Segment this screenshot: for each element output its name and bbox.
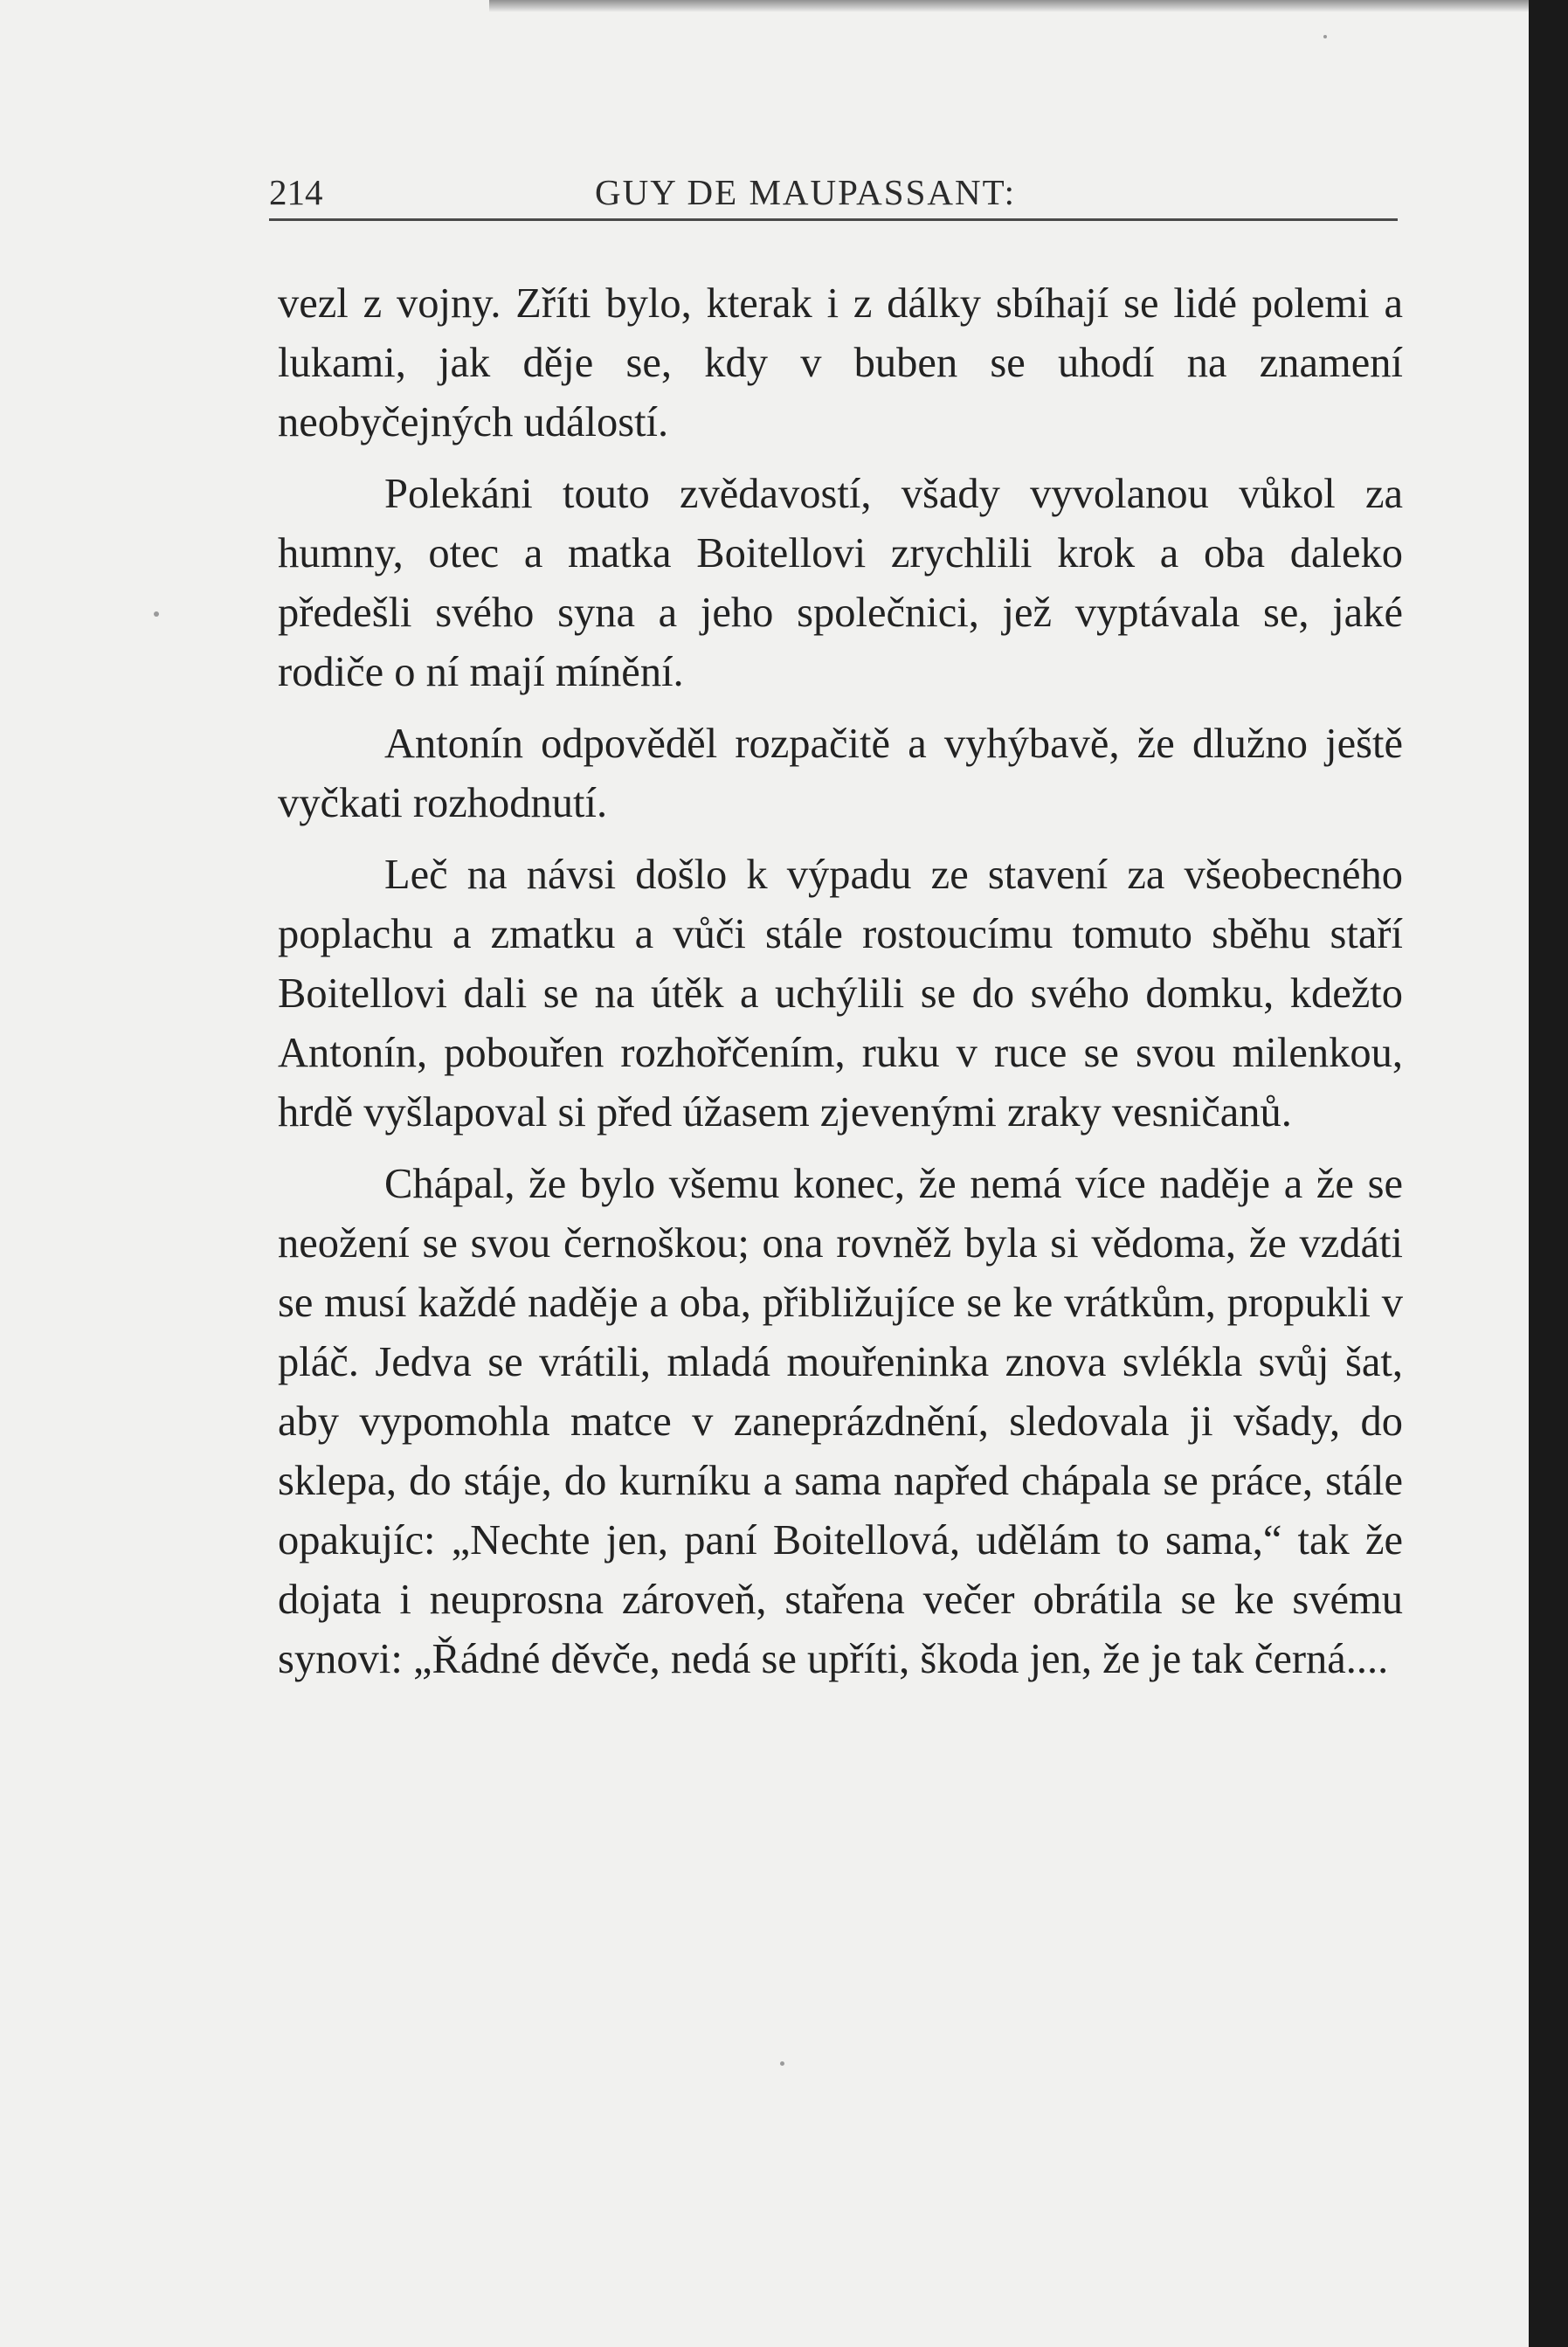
scan-top-edge (489, 0, 1529, 12)
body-text (278, 274, 1403, 1702)
paragraph: vezl z vojny. Zříti bylo, kterak i z dálky sbíhají se lidé polemi a lukami, jak děje se, kdy v buben se uhodí na znamení neobyčejných událostí. (278, 280, 1403, 445)
paper-speck (154, 611, 159, 617)
paragraph: Antonín odpověděl rozpačitě a vyhýbavě, že dlužno ještě vyčkati rozhodnutí. (278, 721, 1403, 826)
paragraph: Leč na návsi došlo k výpadu ze stavení za všeobecného poplachu a zmatku a vůči stále rostoucímu tomuto sběhu staří Boitellovi dali se na útěk a uchýlili se do svého domku, kdežto Antonín, pobouřen rozhořčením, ruku v ruce se svou milenkou, hrdě vyšlapoval si před úžasem zjevenými zraky vesničanů. (278, 852, 1403, 1136)
page-header (269, 171, 1398, 221)
paragraph: Chápal, že bylo všemu konec, že nemá více naděje a že se neožení se svou černoškou; ona rovněž byla si vědoma, že vzdáti se musí každé naděje a oba, přibližujíce se ke vrátkům, propukli v pláč. Jedva se vrátili, mladá mouřeninka znova svlékla svůj šat, aby vypomohla matce v zaneprázdnění, sledovala ji všady, do sklepa, do stáje, do kurníku a sama napřed chápala se práce, stále opakujíc: „Nechte jen, paní Boitellová, udělám to sama,“ tak že dojata i neuprosna zároveň, stařena večer obrátila se ke svému synovi: „Řádné děvče, nedá se upříti, škoda jen, že je tak černá.... (278, 1161, 1403, 1682)
paragraph: Polekáni touto zvědavostí, všady vyvolanou vůkol za humny, otec a matka Boitellovi zrychlili krok a oba daleko předešli svého syna a jeho společnici, jež vyptávala se, jaké rodiče o ní mají mínění. (278, 471, 1403, 695)
paper-speck (780, 2061, 784, 2066)
running-head: GUY DE MAUPASSANT: (595, 172, 1016, 212)
scan-right-edge (1529, 0, 1568, 2347)
paper-speck (1323, 35, 1327, 38)
page-number: 214 (269, 172, 323, 212)
